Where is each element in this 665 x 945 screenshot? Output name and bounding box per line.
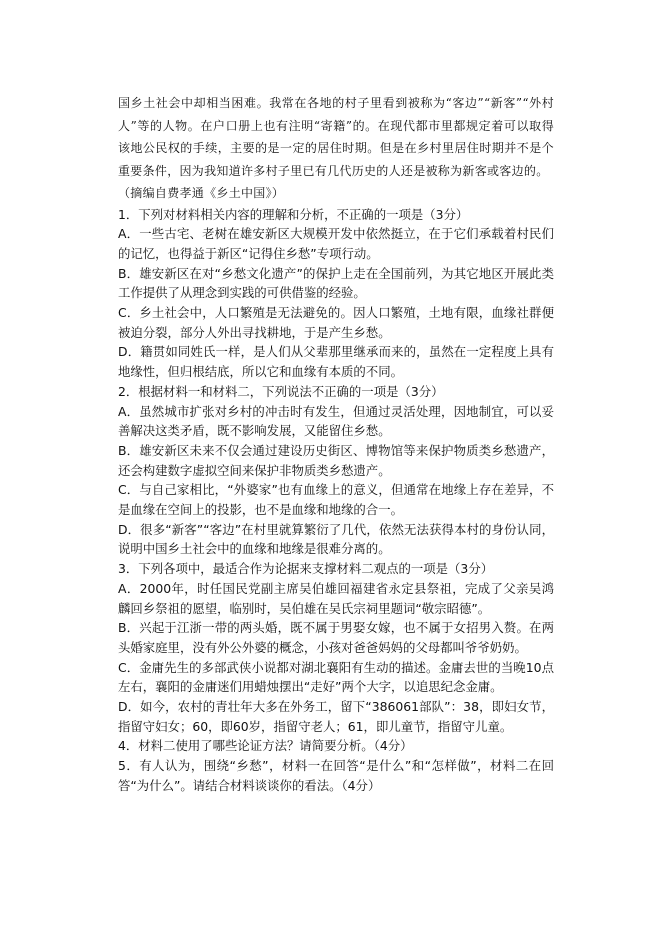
question-5-stem: 5．有人认为，围绕“乡愁”，材料一在回答“是什么”和“怎样做”，材料二在回答“为什么”。请结合材料谈谈你的看法。（4分）	[118, 758, 554, 793]
question-1-option-a: A．一些古宅、老树在雄安新区大规模开发中依然挺立，在于它们承载着村民们的记忆，也得益于新区“记得住乡愁”专项行动。	[118, 226, 554, 261]
question-2-option-d: D．很多“新客”“客边”在村里就算繁衍了几代，依然无法获得本村的身份认同，说明中国乡土社会中的血缘和地缘是很难分离的。	[118, 521, 554, 557]
question-3-option-b: B．兴起于江浙一带的两头婚，既不属于男娶女嫁，也不属于女招男入赘。在两头婚家庭里，没有外公外婆的概念，小孩对爸爸妈妈的父母都叫爷爷奶奶。	[118, 620, 554, 655]
excerpt-source: （摘编自费孝通《乡土中国》）	[118, 186, 285, 200]
question-1-option-b: B．雄安新区在对“乡愁文化遗产”的保护上走在全国前列，为其它地区开展此类工作提供了从理念到实践的可供借鉴的经验。	[118, 265, 554, 301]
question-3	[118, 559, 554, 736]
question-2-option-b: B．雄安新区未来不仅会通过建设历史街区、博物馆等来保护物质类乡愁遗产，还会构建数字虚拟空间来保护非物质类乡愁遗产。	[118, 442, 554, 478]
excerpt-paragraph: 国乡土社会中却相当困难。我常在各地的村子里看到被称为“客边”“新客”“外村人”等的人物。在户口册上也有注明“寄籍”的。在现代都市里都规定着可以取得该地公民权的手续，主要的是一定的居住时期。但是在乡村里居住时期并不是个重要条件，因为我知道许多村子里已有几代历史的人还是被称为新客或客边的。	[118, 96, 554, 178]
question-1-option-d: D．籍贯如同姓氏一样，是人们从父辈那里继承而来的，虽然在一定程度上具有地缘性，但归根结底，所以它和血缘有本质的不同。	[118, 344, 554, 380]
question-1-stem: 1．下列对材料相关内容的理解和分析，不正确的一项是（3分）	[118, 206, 469, 222]
question-3-option-d: D．如今，农村的青壮年大多在外务工，留下“386061部队”：38，即妇女节，指留守妇女；60，即60岁，指留守老人；61，即儿童节，指留守儿童。	[118, 699, 554, 734]
question-4-stem: 4．材料二使用了哪些论证方法？请简要分析。（4分）	[118, 738, 413, 754]
question-4	[118, 736, 554, 756]
reading-excerpt	[118, 92, 554, 205]
question-2-option-a: A．虽然城市扩张对乡村的冲击时有发生，但通过灵活处理，因地制宜，可以妥善解决这类矛盾，既不影响发展，又能留住乡愁。	[118, 403, 554, 439]
question-1-option-c: C．乡土社会中，人口繁殖是无法避免的。因人口繁殖，土地有限，血缘社群便被迫分裂，部分人外出寻找耕地，于是产生乡愁。	[118, 305, 554, 340]
question-2-option-c: C．与自己家相比，“外婆家”也有血缘上的意义，但通常在地缘上存在差异，不是血缘在空间上的投影，也不是血缘和地缘的合一。	[118, 482, 554, 518]
question-5	[118, 756, 554, 795]
question-2	[118, 382, 554, 559]
question-2-stem: 2．根据材料一和材料二，下列说法不正确的一项是（3分）	[118, 383, 444, 399]
question-3-stem: 3．下列各项中，最适合作为论据来支撑材料二观点的一项是（3分）	[118, 561, 494, 577]
exam-page	[118, 92, 554, 796]
question-3-option-a: A．2000年，时任国民党副主席吴伯雄回福建省永定县祭祖，完成了父亲吴鸿麟回乡祭祖的愿望，临别时，吴伯雄在吴氏宗祠里题词“敬宗昭德”。	[118, 580, 554, 616]
question-3-option-c: C．金庸先生的多部武侠小说都对湖北襄阳有生动的描述。金庸去世的当晚10点左右，襄阳的金庸迷们用蜡烛摆出“走好”两个大字，以追思纪念金庸。	[118, 659, 554, 695]
question-1	[118, 205, 554, 382]
